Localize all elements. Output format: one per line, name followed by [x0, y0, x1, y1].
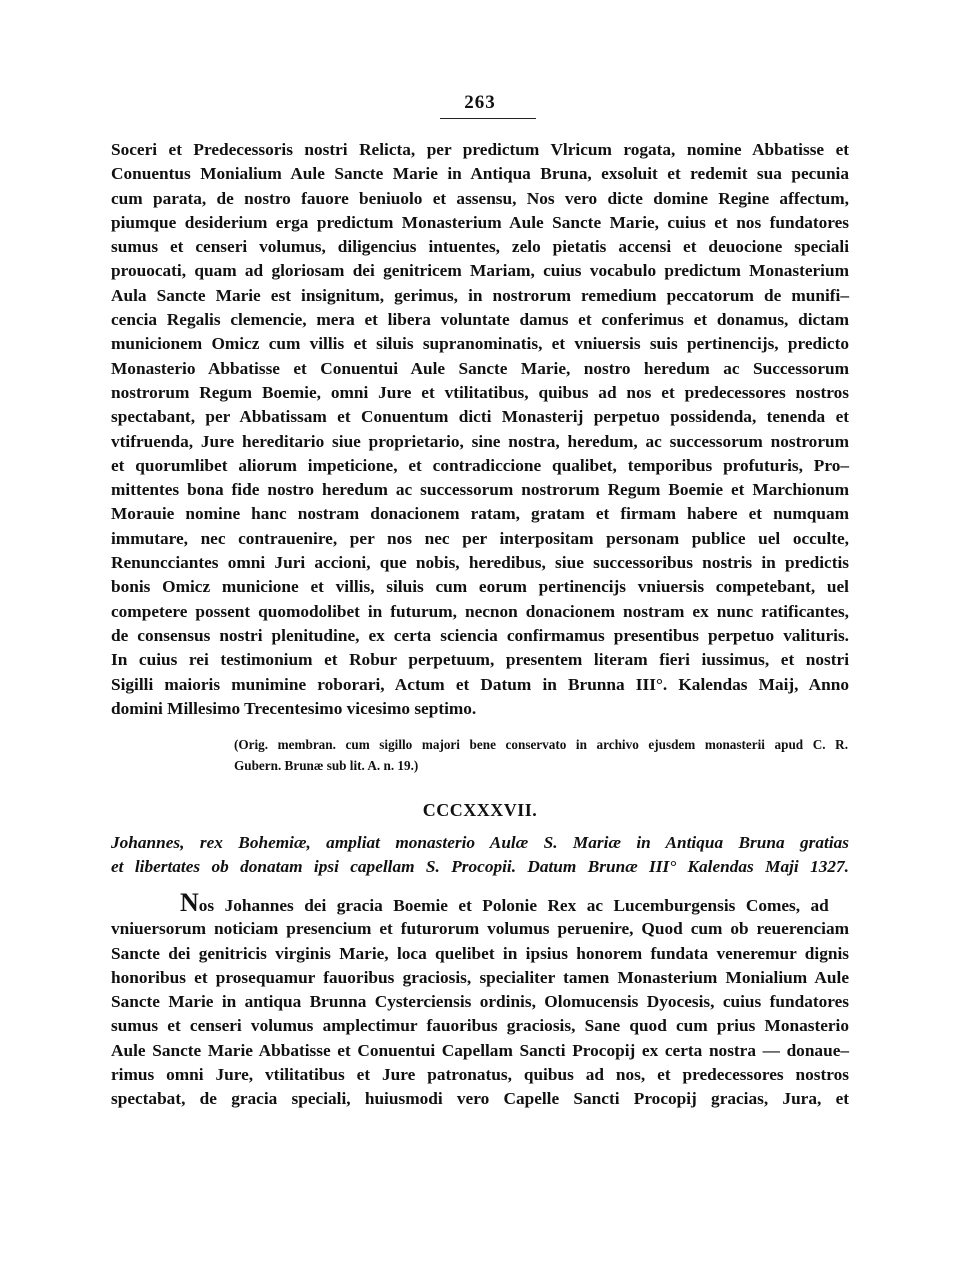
text-line: Morauie nomine hanc nostram donacionem ratam, gratam et firmam habere et numquam	[111, 504, 849, 524]
text-line: Aule Sancte Marie Abbatisse et Conuentui Capellam Sancti Procopij ex certa nostra — donaue–	[111, 1040, 849, 1060]
text-line: Monasterio Abbatisse et Conuentui Aule Sancte Marie, nostro heredum ac Successorum	[111, 358, 849, 378]
text-line: Conuentus Monialium Aule Sancte Marie in Antiqua Bruna, exsoluit et redemit sua pecunia	[111, 164, 849, 184]
text-line: et quorumlibet aliorum impeticione, et contradiccione qualibet, temporibus profuturis, Pro–	[111, 455, 849, 475]
source-note	[234, 734, 848, 776]
text-line: Sigilli maioris munimine roborari, Actum et Datum in Brunna III°. Kalendas Maij, Anno	[111, 674, 849, 694]
text-line: domini Millesimo Trecentesimo vicesimo septimo.	[111, 698, 477, 718]
text-line: spectabat, de gracia speciali, huiusmodi vero Capelle Sancti Procopij gracias, Jura, et	[111, 1089, 849, 1109]
charter-text-new	[111, 888, 849, 1112]
text-line: vniuersorum noticiam presencium et futurorum volumus peruenire, Quod cum ob reuerenciam	[111, 919, 849, 939]
title-line: et libertates ob donatam ipsi capellam S. Procopii. Datum Brunæ III° Kalendas Maji 1327.	[111, 857, 849, 876]
text-line: prouocati, quam ad gloriosam dei genitricem Mariam, cuius vocabulo predictum Monasterium	[111, 261, 849, 281]
text-line: sumus et censeri volumus, diligencius intuentes, zelo pietatis accensi et deuocione speciali	[111, 237, 849, 257]
text-line: piumque desiderium erga predictum Monasterium Aule Sancte Marie, cuius et nos fundatores	[111, 212, 849, 232]
page-number: 263	[464, 92, 496, 113]
text-line: spectabant, per Abbatissam et Conuentum dicti Monasterij perpetuo possidenda, tenenda et	[111, 407, 849, 427]
text-line: Aula Sancte Marie est insignitum, gerimus, in nostrorum remedium peccatorum de munifi–	[111, 285, 849, 305]
text-line: Sancte dei genitricis virginis Marie, loca quelibet in ipsius honorem fundata veneremur dignis	[111, 943, 849, 963]
source-note-line: (Orig. membran. cum sigillo majori bene conservato in archivo ejusdem monasterii apud C. R.	[234, 737, 848, 752]
document-title	[111, 831, 849, 879]
text-line	[111, 888, 849, 917]
charter-text-continued	[111, 138, 849, 721]
text-line: bonis Omicz municione et villis, siluis cum eorum pertinencijs vniuersis competebant, uel	[111, 577, 849, 597]
source-note-line: Gubern. Brunæ sub lit. A. n. 19.)	[234, 758, 419, 773]
text-line: nostrorum Regum Boemie, omni Jure et vtilitatibus, quibus ad nos et predecessores nostros	[111, 382, 849, 402]
text-line: rimus omni Jure, vtilitatibus et Jure patronatus, quibus ad nos, et predecessores nostros	[111, 1065, 849, 1085]
text-line: cum parata, de nostro fauore beniuolo et assensu, Nos vero dicte domine Regine affectum,	[111, 188, 849, 208]
text-line: In cuius rei testimonium et Robur perpetuum, presentem literam fieri iussimus, et nostri	[111, 650, 849, 670]
page-number-rule	[440, 118, 536, 119]
text-line: municionem Omicz cum villis et siluis supranominatis, et vniuersis suis pertinencijs, predicto	[111, 334, 849, 354]
text-line: Soceri et Predecessoris nostri Relicta, per predictum Vlricum rogata, nomine Abbatisse et	[111, 140, 849, 159]
title-line: Johannes, rex Bohemiæ, ampliat monasterio Aulæ S. Mariæ in Antiqua Bruna gratias	[111, 833, 849, 852]
text-line: Sancte Marie in antiqua Brunna Cysterciensis ordinis, Olomucensis Dyocesis, cuius fundatores	[111, 992, 849, 1012]
text-line: honoribus et prosequamur fauoribus graciosis, specialiter tamen Monasterium Monialium Aule	[111, 967, 849, 987]
text-line: Renuncciantes omni Juri accioni, que nobis, heredibus, siue successoribus nostris in predictis	[111, 553, 849, 573]
text-line: sumus et censeri volumus amplectimur fauoribus graciosis, Sane quod cum prius Monasterio	[111, 1016, 849, 1036]
text-line: de consensus nostri plenitudine, ex certa sciencia confirmamus presentibus perpetuo valituris.	[111, 625, 849, 645]
text-line: cencia Regalis clemencie, mera et libera voluntate damus et conferimus et donamus, dictam	[111, 310, 849, 330]
text-line: competere possent quomodolibet in futurum, necnon donacionem nostram ex nunc ratificantes,	[111, 601, 849, 621]
text-line: vtifruenda, Jure hereditario siue proprietario, sine nostra, heredum, ac successorum nostrorum	[111, 431, 849, 451]
text-line: immutare, nec contrauenire, per nos nec per interpositam personam publice uel occulte,	[111, 528, 849, 548]
text-line-rest: os Johannes dei gracia Boemie et Polonie Rex ac Lucemburgensis Comes, ad	[198, 896, 829, 915]
initial-letter: N	[180, 888, 199, 917]
document-number: CCCXXXVII.	[422, 800, 538, 820]
text-line: mittentes bona fide nostro heredum ac successorum nostrorum Regum Boemie et Marchionum	[111, 480, 849, 500]
